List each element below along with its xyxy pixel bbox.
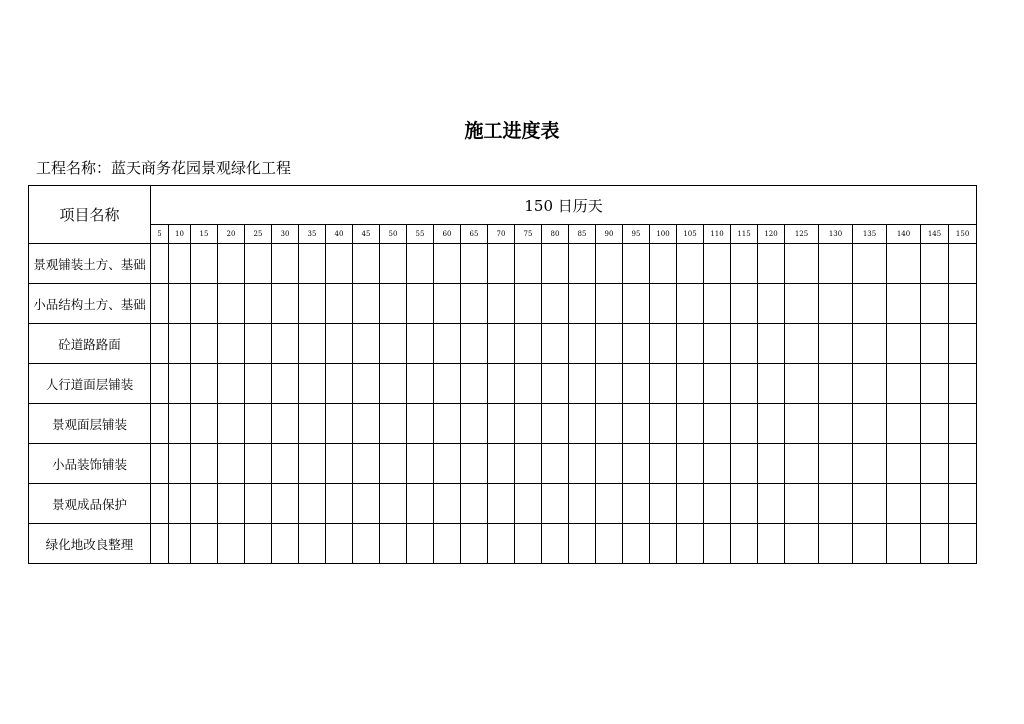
schedule-cell — [272, 524, 299, 564]
schedule-cell — [623, 484, 650, 524]
schedule-cell — [326, 324, 353, 364]
schedule-cell — [461, 444, 488, 484]
schedule-cell — [299, 244, 326, 284]
schedule-cell — [623, 404, 650, 444]
schedule-cell — [569, 324, 596, 364]
schedule-cell — [731, 484, 758, 524]
task-name: 景观铺装土方、基础 — [29, 244, 151, 284]
schedule-cell — [326, 444, 353, 484]
schedule-cell — [245, 324, 272, 364]
schedule-cell — [515, 364, 542, 404]
schedule-cell — [407, 404, 434, 444]
day-header: 150 — [949, 225, 977, 244]
schedule-cell — [731, 324, 758, 364]
schedule-cell — [819, 524, 853, 564]
schedule-cell — [488, 484, 515, 524]
task-row — [29, 324, 977, 364]
schedule-cell — [218, 484, 245, 524]
day-header: 145 — [921, 225, 949, 244]
schedule-cell — [326, 404, 353, 444]
schedule-cell — [785, 444, 819, 484]
day-header: 25 — [245, 225, 272, 244]
schedule-cell — [218, 284, 245, 324]
schedule-cell — [650, 524, 677, 564]
schedule-cell — [272, 484, 299, 524]
task-row — [29, 524, 977, 564]
schedule-cell — [272, 444, 299, 484]
day-header: 115 — [731, 225, 758, 244]
schedule-cell — [272, 404, 299, 444]
day-header: 95 — [623, 225, 650, 244]
schedule-cell — [353, 524, 380, 564]
schedule-cell — [434, 284, 461, 324]
schedule-cell — [272, 324, 299, 364]
schedule-cell — [326, 484, 353, 524]
schedule-cell — [921, 284, 949, 324]
schedule-cell — [853, 484, 887, 524]
schedule-cell — [542, 524, 569, 564]
schedule-cell — [326, 524, 353, 564]
schedule-cell — [407, 284, 434, 324]
schedule-cell — [353, 244, 380, 284]
schedule-cell — [650, 444, 677, 484]
schedule-cell — [623, 364, 650, 404]
task-row — [29, 284, 977, 324]
schedule-cell — [218, 524, 245, 564]
day-header: 90 — [596, 225, 623, 244]
schedule-cell — [650, 244, 677, 284]
schedule-cell — [191, 364, 218, 404]
schedule-cell — [380, 324, 407, 364]
schedule-cell — [623, 324, 650, 364]
schedule-cell — [434, 444, 461, 484]
schedule-cell — [151, 324, 169, 364]
schedule-cell — [169, 524, 191, 564]
schedule-cell — [353, 324, 380, 364]
schedule-cell — [245, 364, 272, 404]
header-row-days — [29, 225, 977, 244]
schedule-cell — [785, 324, 819, 364]
schedule-cell — [245, 244, 272, 284]
schedule-cell — [434, 524, 461, 564]
schedule-cell — [887, 444, 921, 484]
schedule-cell — [380, 524, 407, 564]
schedule-cell — [218, 244, 245, 284]
schedule-cell — [949, 444, 977, 484]
task-name: 景观面层铺装 — [29, 404, 151, 444]
schedule-cell — [380, 364, 407, 404]
schedule-cell — [623, 244, 650, 284]
schedule-cell — [921, 244, 949, 284]
day-header: 40 — [326, 225, 353, 244]
schedule-cell — [650, 364, 677, 404]
schedule-cell — [434, 404, 461, 444]
schedule-cell — [921, 404, 949, 444]
task-name: 小品结构土方、基础 — [29, 284, 151, 324]
schedule-cell — [169, 284, 191, 324]
schedule-cell — [921, 364, 949, 404]
schedule-cell — [326, 284, 353, 324]
schedule-cell — [731, 444, 758, 484]
schedule-cell — [488, 444, 515, 484]
schedule-cell — [218, 364, 245, 404]
schedule-cell — [169, 484, 191, 524]
schedule-cell — [191, 324, 218, 364]
schedule-cell — [731, 404, 758, 444]
schedule-cell — [785, 364, 819, 404]
day-header: 30 — [272, 225, 299, 244]
page-title: 施工进度表 — [464, 120, 560, 142]
schedule-cell — [299, 324, 326, 364]
schedule-cell — [704, 324, 731, 364]
day-header: 85 — [569, 225, 596, 244]
schedule-cell — [887, 244, 921, 284]
day-header: 140 — [887, 225, 921, 244]
schedule-cell — [758, 364, 785, 404]
task-name: 小品装饰铺装 — [29, 444, 151, 484]
schedule-cell — [353, 284, 380, 324]
day-header: 5 — [151, 225, 169, 244]
schedule-cell — [191, 284, 218, 324]
schedule-cell — [853, 324, 887, 364]
schedule-cell — [515, 244, 542, 284]
schedule-cell — [785, 484, 819, 524]
day-header: 130 — [819, 225, 853, 244]
day-header: 120 — [758, 225, 785, 244]
schedule-cell — [596, 524, 623, 564]
schedule-cell — [758, 244, 785, 284]
schedule-cell — [887, 524, 921, 564]
schedule-cell — [785, 524, 819, 564]
day-header: 100 — [650, 225, 677, 244]
schedule-cell — [461, 244, 488, 284]
schedule-cell — [542, 484, 569, 524]
schedule-cell — [218, 404, 245, 444]
schedule-cell — [245, 284, 272, 324]
schedule-cell — [461, 364, 488, 404]
schedule-cell — [569, 284, 596, 324]
schedule-cell — [461, 484, 488, 524]
task-name: 景观成品保护 — [29, 484, 151, 524]
schedule-cell — [542, 404, 569, 444]
schedule-cell — [299, 444, 326, 484]
schedule-cell — [758, 284, 785, 324]
schedule-cell — [785, 284, 819, 324]
task-name: 人行道面层铺装 — [29, 364, 151, 404]
schedule-cell — [191, 444, 218, 484]
schedule-cell — [542, 324, 569, 364]
schedule-cell — [569, 444, 596, 484]
day-header: 20 — [218, 225, 245, 244]
schedule-cell — [380, 244, 407, 284]
schedule-table — [28, 185, 977, 564]
schedule-cell — [785, 244, 819, 284]
schedule-cell — [949, 404, 977, 444]
task-row — [29, 364, 977, 404]
schedule-cell — [887, 364, 921, 404]
schedule-cell — [326, 364, 353, 404]
schedule-cell — [650, 284, 677, 324]
schedule-cell — [623, 444, 650, 484]
schedule-cell — [488, 404, 515, 444]
schedule-cell — [218, 324, 245, 364]
schedule-cell — [677, 404, 704, 444]
schedule-cell — [758, 444, 785, 484]
schedule-cell — [542, 244, 569, 284]
schedule-cell — [596, 364, 623, 404]
schedule-cell — [921, 324, 949, 364]
day-header: 35 — [299, 225, 326, 244]
schedule-cell — [596, 404, 623, 444]
schedule-cell — [819, 244, 853, 284]
schedule-cell — [299, 404, 326, 444]
schedule-cell — [272, 364, 299, 404]
schedule-cell — [353, 484, 380, 524]
schedule-cell — [853, 244, 887, 284]
task-row — [29, 444, 977, 484]
schedule-cell — [819, 484, 853, 524]
schedule-cell — [623, 524, 650, 564]
schedule-cell — [151, 484, 169, 524]
schedule-cell — [407, 444, 434, 484]
day-header: 70 — [488, 225, 515, 244]
schedule-cell — [758, 484, 785, 524]
day-header: 65 — [461, 225, 488, 244]
schedule-cell — [151, 444, 169, 484]
schedule-cell — [515, 284, 542, 324]
schedule-cell — [169, 324, 191, 364]
task-name: 绿化地改良整理 — [29, 524, 151, 564]
schedule-cell — [515, 484, 542, 524]
schedule-cell — [949, 524, 977, 564]
schedule-cell — [569, 524, 596, 564]
day-header: 125 — [785, 225, 819, 244]
schedule-cell — [596, 484, 623, 524]
schedule-cell — [488, 364, 515, 404]
day-header: 105 — [677, 225, 704, 244]
calendar-days-header: 150 日历天 — [151, 186, 977, 225]
task-row — [29, 404, 977, 444]
item-name-header: 项目名称 — [29, 186, 151, 244]
schedule-cell — [758, 404, 785, 444]
schedule-cell — [819, 444, 853, 484]
schedule-cell — [326, 244, 353, 284]
task-name: 砼道路路面 — [29, 324, 151, 364]
schedule-cell — [853, 524, 887, 564]
schedule-cell — [151, 404, 169, 444]
schedule-cell — [407, 324, 434, 364]
schedule-cell — [299, 284, 326, 324]
day-header: 60 — [434, 225, 461, 244]
schedule-cell — [677, 284, 704, 324]
schedule-cell — [542, 364, 569, 404]
schedule-cell — [887, 484, 921, 524]
schedule-cell — [921, 484, 949, 524]
schedule-cell — [853, 404, 887, 444]
schedule-cell — [949, 244, 977, 284]
schedule-cell — [704, 244, 731, 284]
schedule-cell — [704, 484, 731, 524]
schedule-cell — [853, 444, 887, 484]
day-header: 110 — [704, 225, 731, 244]
schedule-cell — [245, 524, 272, 564]
schedule-cell — [488, 524, 515, 564]
schedule-cell — [218, 444, 245, 484]
schedule-cell — [515, 324, 542, 364]
day-header: 45 — [353, 225, 380, 244]
schedule-cell — [169, 444, 191, 484]
schedule-cell — [245, 444, 272, 484]
schedule-cell — [434, 324, 461, 364]
schedule-cell — [461, 404, 488, 444]
schedule-cell — [704, 284, 731, 324]
day-header: 55 — [407, 225, 434, 244]
schedule-cell — [704, 524, 731, 564]
schedule-cell — [245, 404, 272, 444]
schedule-cell — [650, 484, 677, 524]
schedule-cell — [758, 524, 785, 564]
schedule-cell — [380, 484, 407, 524]
schedule-cell — [191, 404, 218, 444]
schedule-cell — [245, 484, 272, 524]
schedule-cell — [650, 404, 677, 444]
schedule-cell — [887, 324, 921, 364]
schedule-cell — [677, 324, 704, 364]
schedule-cell — [819, 284, 853, 324]
schedule-cell — [596, 244, 623, 284]
schedule-cell — [704, 444, 731, 484]
schedule-cell — [650, 324, 677, 364]
schedule-cell — [623, 284, 650, 324]
schedule-cell — [949, 324, 977, 364]
day-header: 135 — [853, 225, 887, 244]
schedule-cell — [515, 524, 542, 564]
task-row — [29, 484, 977, 524]
schedule-cell — [596, 444, 623, 484]
schedule-cell — [785, 404, 819, 444]
schedule-cell — [353, 444, 380, 484]
schedule-cell — [704, 364, 731, 404]
schedule-cell — [569, 244, 596, 284]
schedule-cell — [169, 244, 191, 284]
schedule-cell — [151, 524, 169, 564]
schedule-cell — [461, 284, 488, 324]
schedule-cell — [407, 484, 434, 524]
schedule-cell — [731, 364, 758, 404]
schedule-cell — [515, 404, 542, 444]
schedule-cell — [434, 244, 461, 284]
header-row-span — [29, 186, 977, 225]
schedule-cell — [853, 284, 887, 324]
schedule-cell — [407, 364, 434, 404]
schedule-cell — [407, 244, 434, 284]
schedule-cell — [921, 444, 949, 484]
schedule-cell — [677, 364, 704, 404]
schedule-cell — [299, 484, 326, 524]
schedule-cell — [151, 244, 169, 284]
schedule-cell — [488, 324, 515, 364]
schedule-cell — [921, 524, 949, 564]
day-header: 15 — [191, 225, 218, 244]
schedule-cell — [542, 284, 569, 324]
project-name: 工程名称：蓝天商务花园景观绿化工程 — [36, 159, 292, 177]
schedule-cell — [596, 284, 623, 324]
schedule-cell — [191, 244, 218, 284]
schedule-cell — [169, 404, 191, 444]
schedule-cell — [949, 484, 977, 524]
schedule-cell — [758, 324, 785, 364]
schedule-cell — [461, 324, 488, 364]
schedule-cell — [353, 364, 380, 404]
schedule-cell — [819, 404, 853, 444]
schedule-cell — [887, 404, 921, 444]
schedule-cell — [191, 484, 218, 524]
schedule-cell — [353, 404, 380, 444]
schedule-cell — [272, 244, 299, 284]
schedule-cell — [542, 444, 569, 484]
schedule-cell — [380, 404, 407, 444]
schedule-cell — [819, 364, 853, 404]
schedule-cell — [677, 524, 704, 564]
schedule-cell — [819, 324, 853, 364]
schedule-cell — [169, 364, 191, 404]
schedule-cell — [569, 404, 596, 444]
schedule-cell — [488, 244, 515, 284]
schedule-cell — [407, 524, 434, 564]
schedule-cell — [677, 444, 704, 484]
schedule-cell — [434, 364, 461, 404]
schedule-cell — [677, 244, 704, 284]
schedule-cell — [569, 484, 596, 524]
schedule-cell — [151, 364, 169, 404]
day-header: 50 — [380, 225, 407, 244]
schedule-cell — [887, 284, 921, 324]
schedule-cell — [596, 324, 623, 364]
schedule-cell — [731, 244, 758, 284]
schedule-cell — [191, 524, 218, 564]
schedule-cell — [569, 364, 596, 404]
schedule-cell — [731, 284, 758, 324]
schedule-cell — [434, 484, 461, 524]
schedule-cell — [949, 364, 977, 404]
schedule-cell — [380, 444, 407, 484]
schedule-cell — [151, 284, 169, 324]
schedule-cell — [949, 284, 977, 324]
schedule-cell — [677, 484, 704, 524]
day-header: 80 — [542, 225, 569, 244]
task-row — [29, 244, 977, 284]
schedule-cell — [299, 364, 326, 404]
schedule-cell — [380, 284, 407, 324]
schedule-cell — [461, 524, 488, 564]
schedule-cell — [731, 524, 758, 564]
schedule-cell — [515, 444, 542, 484]
schedule-cell — [488, 284, 515, 324]
schedule-cell — [272, 284, 299, 324]
schedule-cell — [299, 524, 326, 564]
schedule-cell — [853, 364, 887, 404]
day-header: 10 — [169, 225, 191, 244]
day-header: 75 — [515, 225, 542, 244]
schedule-cell — [704, 404, 731, 444]
